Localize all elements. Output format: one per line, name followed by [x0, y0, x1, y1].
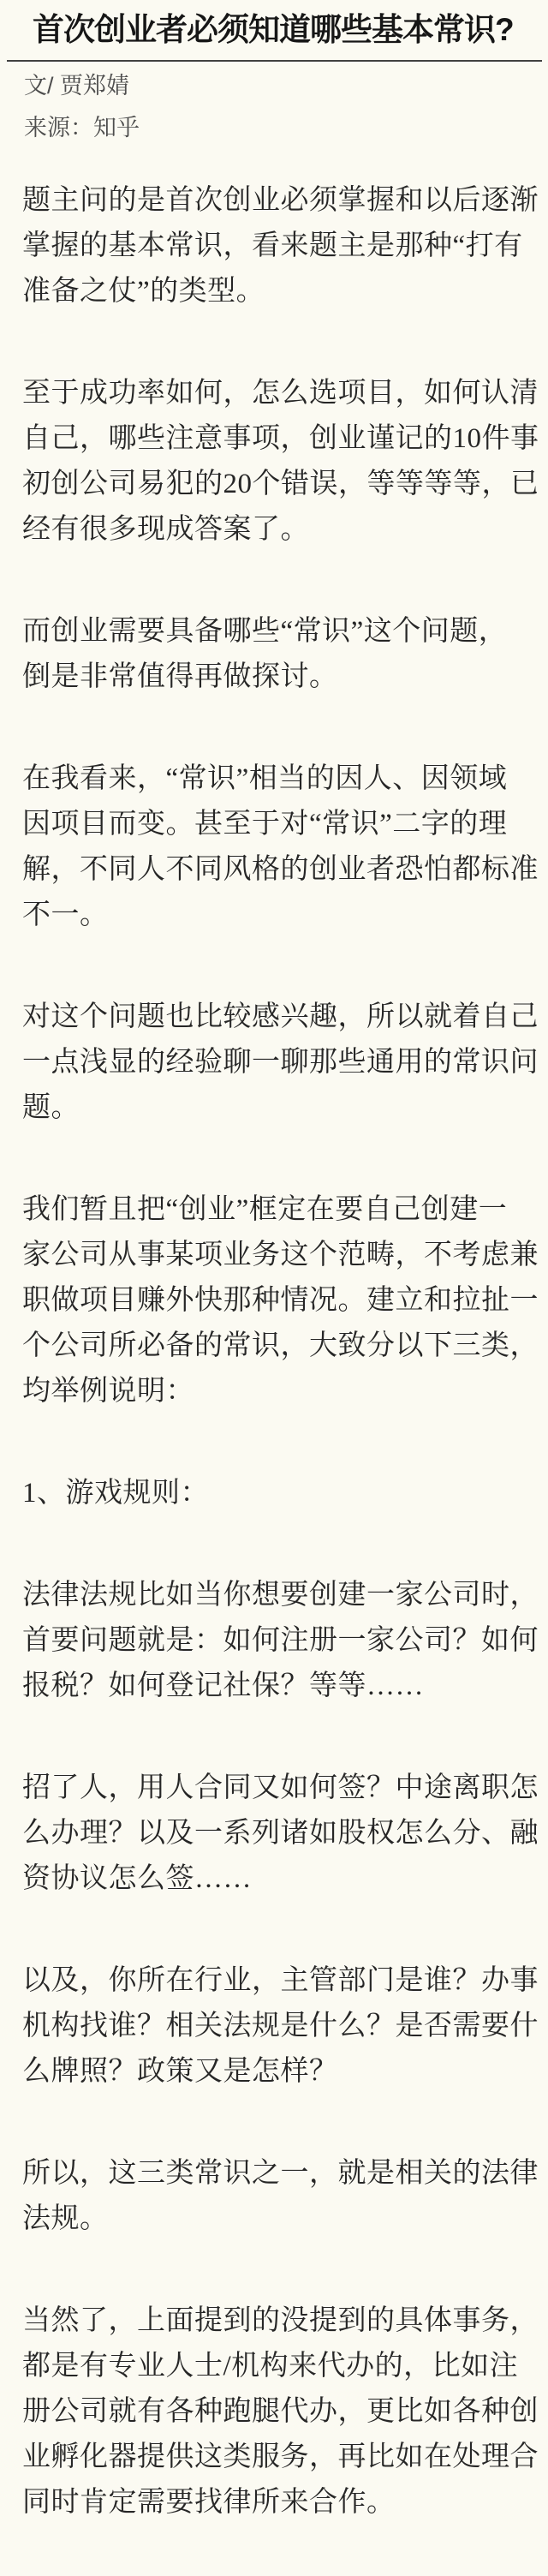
paragraph-line: 同时肯定需要找律所来合作。 — [22, 2487, 396, 2518]
paragraph-line: 家公司从事某项业务这个范畴，不考虑兼 — [22, 1240, 539, 1270]
paragraph-line: 法规。 — [22, 2203, 109, 2234]
source-line: 来源：知乎 — [24, 115, 140, 140]
paragraph-line: 因项目而变。甚至于对“常识”二字的理 — [22, 809, 508, 840]
paragraph — [22, 1573, 539, 1709]
paragraph-line: 个公司所必备的常识，大致分以下三类， — [22, 1330, 539, 1361]
paragraph-line: 自己，哪些注意事项，创业谨记的10件事 — [22, 423, 539, 454]
paragraph-line: 准备之仗”的类型。 — [22, 276, 265, 307]
paragraph-line: 一点浅显的经验聊一聊那些通用的常识问 — [22, 1047, 539, 1078]
paragraph — [22, 1958, 539, 2095]
paragraph-line: 首要问题就是：如何注册一家公司？如何 — [22, 1625, 539, 1656]
paragraph — [22, 178, 539, 314]
paragraph — [22, 995, 539, 1131]
paragraph-line: 掌握的基本常识，看来题主是那种“打有 — [22, 230, 523, 261]
article-body — [22, 178, 539, 2576]
paragraph-line: 倒是非常值得再做探讨。 — [22, 661, 338, 692]
paragraph-line: 对这个问题也比较感兴趣，所以就着自己 — [22, 1001, 539, 1032]
paragraph-line: 资协议怎么签…… — [22, 1863, 252, 1894]
paragraph-line: 么办理？以及一系列诸如股权怎么分、融 — [22, 1818, 539, 1849]
paragraph-line: 都是有专业人士/机构来代办的，比如注 — [22, 2351, 519, 2382]
paragraph-line: 招了人，用人合同又如何签？中途离职怎 — [22, 1772, 539, 1803]
paragraph-line: 机构找谁？相关法规是什么？是否需要什 — [22, 2011, 539, 2041]
paragraph-line: 经有很多现成答案了。 — [22, 514, 309, 545]
paragraph-line: 题主问的是首次创业必须掌握和以后逐渐 — [22, 185, 539, 216]
paragraph-line: 我们暂且把“创业”框定在要自己创建一 — [22, 1194, 508, 1225]
paragraph-line: 册公司就有各种跑腿代办，更比如各种创 — [22, 2396, 539, 2427]
section-heading: 1、游戏规则： — [22, 1478, 209, 1509]
paragraph — [22, 2151, 539, 2242]
paragraph — [22, 1187, 539, 1414]
paragraph-line: 法律法规比如当你想要创建一家公司时， — [22, 1580, 539, 1611]
paragraph — [22, 1766, 539, 1902]
paragraph-line: 解，不同人不同风格的创业者恐怕都标准 — [22, 854, 539, 885]
paragraph-line: 么牌照？政策又是怎样？ — [22, 2056, 338, 2087]
paragraph — [22, 756, 539, 938]
title-divider — [7, 60, 542, 62]
paragraph-line: 题。 — [22, 1092, 80, 1123]
paragraph-line: 初创公司易犯的20个错误，等等等等，已 — [22, 469, 539, 499]
paragraph-line: 当然了，上面提到的没提到的具体事务， — [22, 2305, 539, 2336]
paragraph-line: 至于成功率如何，怎么选项目，如何认清 — [22, 378, 539, 409]
byline: 文/ 贾郑婧 — [24, 73, 130, 99]
paragraph — [22, 609, 533, 700]
paragraph-line: 所以，这三类常识之一，就是相关的法律 — [22, 2158, 539, 2189]
paragraph — [22, 2298, 539, 2525]
paragraph-line: 均举例说明： — [22, 1376, 194, 1407]
paragraph-line: 报税？如何登记社保？等等…… — [22, 1671, 424, 1701]
paragraph-line: 以及，你所在行业，主管部门是谁？办事 — [22, 1965, 539, 1996]
paragraph-line: 而创业需要具备哪些“常识”这个问题， — [22, 616, 508, 647]
paragraph-line: 不一。 — [22, 900, 109, 930]
paragraph-line: 在我看来，“常识”相当的因人、因领域 — [22, 763, 508, 794]
paragraph — [22, 371, 539, 553]
page-title: 首次创业者必须知道哪些基本常识? — [33, 12, 514, 47]
paragraph-line: 业孵化器提供这类服务，再比如在处理合 — [22, 2442, 539, 2472]
paragraph-line: 职做项目赚外快那种情况。建立和拉扯一 — [22, 1285, 539, 1316]
